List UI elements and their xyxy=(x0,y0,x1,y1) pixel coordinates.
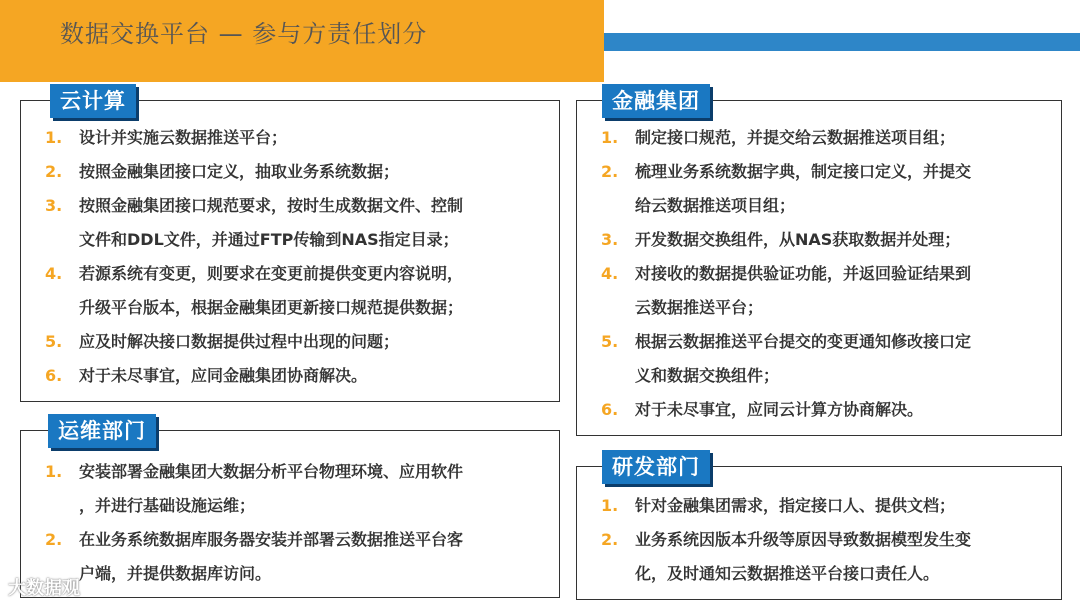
tag-cloud: 云计算 xyxy=(50,84,136,118)
item-text: 云数据推送平台； xyxy=(635,298,764,317)
list-item xyxy=(45,155,545,189)
list-item xyxy=(45,121,545,155)
list-item xyxy=(45,489,545,523)
list-item xyxy=(601,291,1051,325)
watermark-logo: 大数据观 xyxy=(8,578,80,599)
list-item xyxy=(601,257,1051,291)
tag-ops: 运维部门 xyxy=(48,414,156,448)
item-number: 6. xyxy=(45,366,63,385)
item-number: 4. xyxy=(45,264,63,283)
list-item xyxy=(601,223,1051,257)
panel-ops xyxy=(20,430,560,598)
item-text: 针对金融集团需求，指定接口人、提供文档； xyxy=(635,496,956,515)
item-number xyxy=(601,359,635,393)
panel-cloud xyxy=(20,100,560,402)
item-number xyxy=(45,291,79,325)
item-text: 在业务系统数据库服务器安装并部署云数据推送平台客 xyxy=(79,530,464,549)
item-number xyxy=(45,489,79,523)
item-text: 按照金融集团接口定义，抽取业务系统数据； xyxy=(79,162,400,181)
list-item xyxy=(45,189,545,223)
cloud-items xyxy=(45,121,545,393)
item-text: 给云数据推送项目组； xyxy=(635,196,796,215)
list-item xyxy=(45,359,545,393)
list-item xyxy=(601,121,1051,155)
item-text: 若源系统有变更，则要求在变更前提供变更内容说明， xyxy=(79,264,464,283)
item-text: 户端，并提供数据库访问。 xyxy=(79,564,272,583)
item-number: 5. xyxy=(45,332,63,351)
list-item xyxy=(601,557,1051,591)
item-text: 对接收的数据提供验证功能，并返回验证结果到 xyxy=(635,264,972,283)
item-text: 升级平台版本，根据金融集团更新接口规范提供数据； xyxy=(79,298,464,317)
tag-finance: 金融集团 xyxy=(602,84,710,118)
ops-items xyxy=(45,455,545,591)
item-text: 文件和DDL文件，并通过FTP传输到NAS指定目录； xyxy=(79,230,459,249)
item-text: 安装部署金融集团大数据分析平台物理环境、应用软件 xyxy=(79,462,464,481)
panel-rd xyxy=(576,466,1062,600)
item-text: 对于未尽事宜，应同云计算方协商解决。 xyxy=(635,400,924,419)
item-number: 2. xyxy=(45,162,63,181)
item-text: 义和数据交换组件； xyxy=(635,366,780,385)
list-item xyxy=(45,557,545,591)
item-text: 设计并实施云数据推送平台； xyxy=(79,128,288,147)
item-text: ，并进行基础设施运维； xyxy=(79,496,256,515)
item-number: 6. xyxy=(601,400,619,419)
list-item xyxy=(601,359,1051,393)
list-item xyxy=(601,523,1051,557)
page-title: 数据交换平台 — 参与方责任划分 xyxy=(60,20,428,48)
item-text: 制定接口规范，并提交给云数据推送项目组； xyxy=(635,128,956,147)
item-number xyxy=(45,223,79,257)
panel-finance xyxy=(576,100,1062,436)
tag-rd: 研发部门 xyxy=(602,450,710,484)
item-text: 按照金融集团接口规范要求，按时生成数据文件、控制 xyxy=(79,196,464,215)
list-item xyxy=(45,325,545,359)
item-number: 3. xyxy=(45,196,63,215)
list-item xyxy=(45,223,545,257)
item-number xyxy=(601,189,635,223)
item-number: 1. xyxy=(45,128,63,147)
list-item xyxy=(45,291,545,325)
item-text: 梳理业务系统数据字典，制定接口定义，并提交 xyxy=(635,162,972,181)
list-item xyxy=(601,189,1051,223)
list-item xyxy=(45,257,545,291)
item-text: 业务系统因版本升级等原因导致数据模型发生变 xyxy=(635,530,972,549)
item-text: 应及时解决接口数据提供过程中出现的问题； xyxy=(79,332,400,351)
item-number: 5. xyxy=(601,332,619,351)
accent-line xyxy=(604,33,1080,51)
item-number xyxy=(601,291,635,325)
item-text: 根据云数据推送平台提交的变更通知修改接口定 xyxy=(635,332,972,351)
item-text: 化，及时通知云数据推送平台接口责任人。 xyxy=(635,564,940,583)
item-number: 1. xyxy=(45,462,63,481)
finance-items xyxy=(601,121,1051,427)
list-item xyxy=(45,455,545,489)
item-text: 对于未尽事宜，应同金融集团协商解决。 xyxy=(79,366,368,385)
list-item xyxy=(45,523,545,557)
item-number: 2. xyxy=(45,530,63,549)
list-item xyxy=(601,489,1051,523)
item-text: 开发数据交换组件，从NAS获取数据并处理； xyxy=(635,230,961,249)
item-number: 1. xyxy=(601,496,619,515)
item-number: 2. xyxy=(601,162,619,181)
list-item xyxy=(601,155,1051,189)
item-number xyxy=(601,557,635,591)
item-number: 2. xyxy=(601,530,619,549)
list-item xyxy=(601,325,1051,359)
item-number: 4. xyxy=(601,264,619,283)
rd-items xyxy=(601,489,1051,591)
item-number: 1. xyxy=(601,128,619,147)
item-number: 3. xyxy=(601,230,619,249)
list-item xyxy=(601,393,1051,427)
